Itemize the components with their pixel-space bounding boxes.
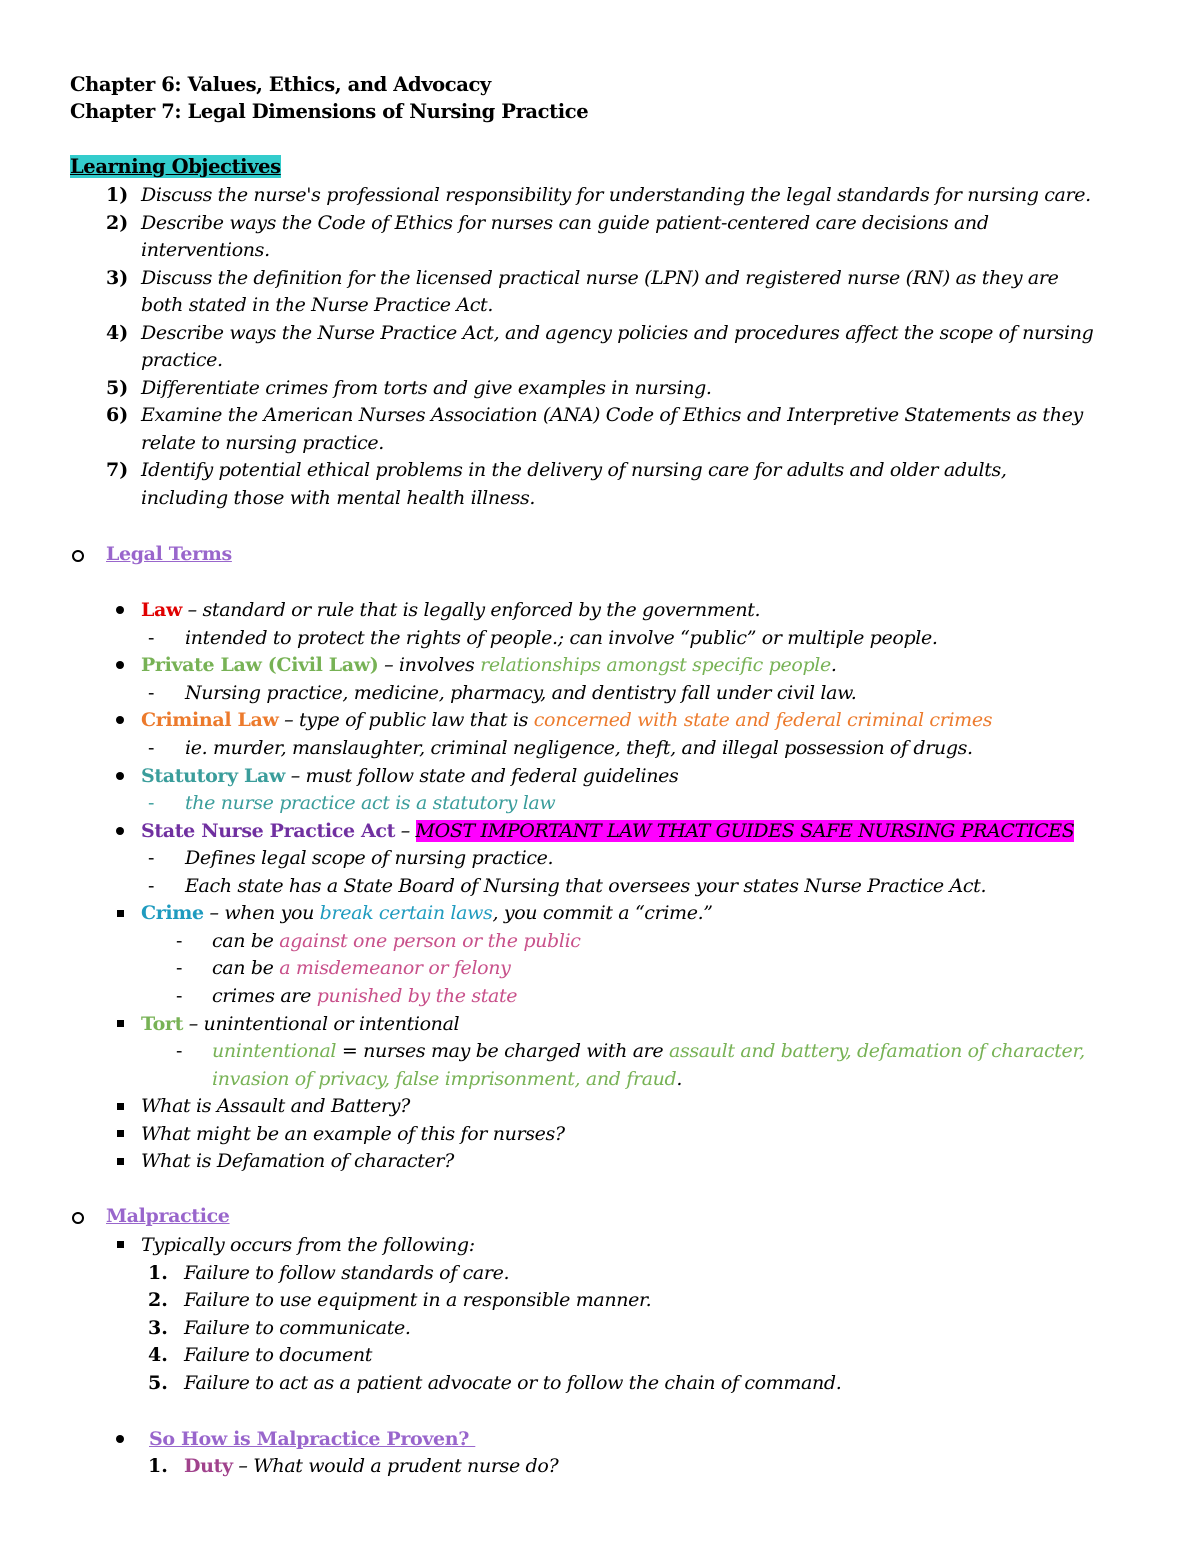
question-line: What might be an example of this for nurses?: [141, 1123, 565, 1145]
malpractice-item: Failure to communicate.: [184, 1317, 411, 1339]
dash-icon: -: [176, 985, 183, 1007]
private-law-sub: Nursing practice, medicine, pharmacy, and dentistry fall under civil law.: [185, 682, 857, 704]
duty-term: Duty: [184, 1455, 233, 1477]
malpractice-heading: Malpractice: [106, 1205, 230, 1227]
objective-number: 6): [106, 404, 129, 426]
malpractice-item: Failure to use equipment in a responsible manner.: [184, 1289, 652, 1311]
dash-icon: -: [176, 930, 183, 952]
private-law-line: Private Law (Civil Law) – involves relationships amongst specific people.: [141, 654, 837, 676]
hollow-bullet-icon: [72, 1212, 84, 1224]
bullet-icon: [116, 827, 124, 835]
square-bullet-icon: [117, 1241, 124, 1248]
statutory-law-term: Statutory Law: [141, 765, 285, 787]
malpractice-proven-heading: So How is Malpractice Proven?: [149, 1428, 476, 1450]
malpractice-number: 3.: [148, 1317, 168, 1339]
dash-icon: -: [148, 792, 155, 814]
objective-number: 7): [106, 459, 129, 481]
tort-sub: unintentional = nurses may be charged with are assault and battery, defamation of character,: [212, 1040, 1085, 1062]
objective-text: Identify potential ethical problems in the delivery of nursing care for adults and older adults,: [141, 459, 1007, 481]
dash-icon: -: [148, 682, 155, 704]
square-bullet-icon: [117, 910, 124, 917]
bullet-icon: [116, 772, 124, 780]
objective-text: Discuss the nurse's professional responsibility for understanding the legal standards for nursing care.: [141, 184, 1091, 206]
objective-text: Differentiate crimes from torts and give examples in nursing.: [141, 377, 712, 399]
crime-sub: can be against one person or the public: [212, 930, 581, 952]
objective-text: Discuss the definition for the licensed practical nurse (LPN) and registered nurse (RN) as they are: [141, 267, 1059, 289]
dash-icon: -: [148, 627, 155, 649]
criminal-law-term: Criminal Law: [141, 709, 279, 731]
malpractice-item: Failure to document: [184, 1344, 373, 1366]
square-bullet-icon: [117, 1103, 124, 1110]
statutory-law-sub: the nurse practice act is a statutory law: [185, 792, 556, 814]
crime-line: Crime – when you break certain laws, you commit a “crime.”: [141, 902, 713, 924]
objective-text: practice.: [141, 349, 223, 371]
statutory-law-line: Statutory Law – must follow state and federal guidelines: [141, 765, 679, 787]
objective-number: 2): [106, 212, 129, 234]
objective-text: both stated in the Nurse Practice Act.: [141, 294, 494, 316]
objective-text: including those with mental health illness.: [141, 487, 536, 509]
crime-term: Crime: [141, 902, 204, 924]
chapter-7-title: Chapter 7: Legal Dimensions of Nursing Practice: [70, 100, 589, 123]
malpractice-intro: Typically occurs from the following:: [141, 1234, 475, 1256]
objective-text: interventions.: [141, 239, 270, 261]
nurse-practice-act-sub: Each state has a State Board of Nursing that oversees your states Nurse Practice Act.: [185, 875, 987, 897]
criminal-law-sub: ie. murder, manslaughter, criminal negligence, theft, and illegal possession of drugs.: [185, 737, 973, 759]
dash-icon: -: [148, 875, 155, 897]
malpractice-item: Failure to follow standards of care.: [184, 1262, 510, 1284]
law-line: Law – standard or rule that is legally enforced by the government.: [141, 599, 761, 621]
dash-icon: -: [176, 957, 183, 979]
bullet-icon: [116, 1435, 124, 1443]
proven-number: 1.: [148, 1455, 168, 1477]
tort-line: Tort – unintentional or intentional: [141, 1013, 460, 1035]
crime-sub: crimes are punished by the state: [212, 985, 518, 1007]
dash-icon: -: [148, 847, 155, 869]
malpractice-item: Failure to act as a patient advocate or to follow the chain of command.: [184, 1372, 842, 1394]
square-bullet-icon: [117, 1130, 124, 1137]
malpractice-number: 2.: [148, 1289, 168, 1311]
dash-icon: -: [176, 1040, 183, 1062]
bullet-icon: [116, 661, 124, 669]
objective-number: 1): [106, 184, 129, 206]
objective-number: 5): [106, 377, 129, 399]
objective-text: Examine the American Nurses Association (ANA) Code of Ethics and Interpretive Statements as they: [141, 404, 1083, 426]
malpractice-number: 4.: [148, 1344, 168, 1366]
law-term: Law: [141, 599, 182, 621]
legal-terms-heading: Legal Terms: [106, 543, 232, 565]
question-line: What is Assault and Battery?: [141, 1095, 410, 1117]
chapter-6-title: Chapter 6: Values, Ethics, and Advocacy: [70, 73, 491, 96]
objective-text: Describe ways the Nurse Practice Act, and agency policies and procedures affect the scope of nursing: [141, 322, 1094, 344]
square-bullet-icon: [117, 1158, 124, 1165]
hollow-bullet-icon: [72, 550, 84, 562]
private-law-term: Private Law (Civil Law): [141, 654, 379, 676]
objective-text: relate to nursing practice.: [141, 432, 384, 454]
malpractice-number: 5.: [148, 1372, 168, 1394]
criminal-law-line: Criminal Law – type of public law that is concerned with state and federal criminal crimes: [141, 709, 993, 731]
proven-item: Duty – What would a prudent nurse do?: [184, 1455, 559, 1477]
nurse-practice-act-term: State Nurse Practice Act: [141, 820, 396, 842]
nurse-practice-act-sub: Defines legal scope of nursing practice.: [185, 847, 554, 869]
tort-term: Tort: [141, 1013, 184, 1035]
square-bullet-icon: [117, 1020, 124, 1027]
important-law-highlight: MOST IMPORTANT LAW THAT GUIDES SAFE NURSING PRACTICES: [415, 820, 1075, 842]
bullet-icon: [116, 716, 124, 724]
learning-objectives-heading: Learning Objectives: [70, 155, 281, 178]
malpractice-number: 1.: [148, 1262, 168, 1284]
objective-text: Describe ways the Code of Ethics for nurses can guide patient-centered care decisions and: [141, 212, 989, 234]
law-sub: intended to protect the rights of people.; can involve “public” or multiple people.: [185, 627, 938, 649]
objective-number: 4): [106, 322, 129, 344]
nurse-practice-act-line: State Nurse Practice Act – MOST IMPORTANT LAW THAT GUIDES SAFE NURSING PRACTICES: [141, 820, 1075, 842]
dash-icon: -: [148, 737, 155, 759]
crime-sub: can be a misdemeanor or felony: [212, 957, 511, 979]
bullet-icon: [116, 606, 124, 614]
objective-number: 3): [106, 267, 129, 289]
tort-sub: invasion of privacy, false imprisonment, and fraud.: [212, 1068, 683, 1090]
question-line: What is Defamation of character?: [141, 1150, 454, 1172]
